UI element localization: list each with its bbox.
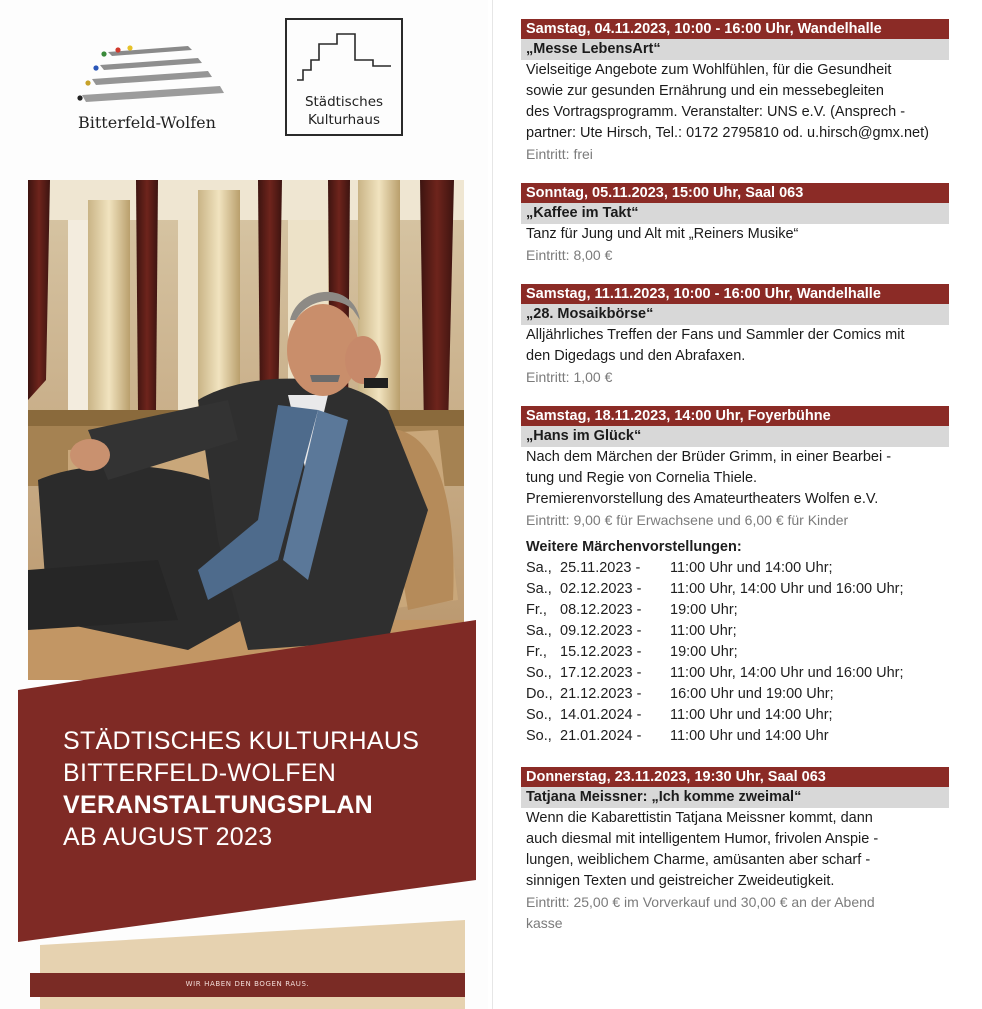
event-header: Samstag, 04.11.2023, 10:00 - 16:00 Uhr, Wandelhalle <box>521 19 949 39</box>
show-time: 11:00 Uhr, 14:00 Uhr und 16:00 Uhr; <box>670 665 904 681</box>
show-date: 21.12.2023 - <box>560 686 642 702</box>
show-time: 11:00 Uhr und 14:00 Uhr; <box>670 560 833 576</box>
show-time: 19:00 Uhr; <box>670 644 738 660</box>
show-date: 08.12.2023 - <box>560 602 642 618</box>
event-description <box>521 60 949 144</box>
event-title: „Hans im Glück“ <box>521 426 949 447</box>
show-date: 21.01.2024 - <box>560 728 642 744</box>
event-item <box>521 183 949 266</box>
description-line: Premierenvorstellung des Amateurtheaters Wolfen e.V. <box>526 491 879 507</box>
show-day: So., <box>526 728 552 744</box>
cover-line-1: STÄDTISCHES KULTURHAUS <box>63 727 420 755</box>
event-title: Tatjana Meissner: „Ich komme zweimal“ <box>521 787 949 808</box>
show-row <box>526 642 949 663</box>
show-day: So., <box>526 707 552 723</box>
event-description <box>521 325 949 367</box>
event-description <box>521 224 949 245</box>
event-item <box>521 767 949 934</box>
show-row <box>526 558 949 579</box>
description-line: sinnigen Texten und geistreicher Zweideutigkeit. <box>526 873 835 889</box>
event-header: Donnerstag, 23.11.2023, 19:30 Uhr, Saal 063 <box>521 767 949 787</box>
show-time: 16:00 Uhr und 19:00 Uhr; <box>670 686 834 702</box>
show-row <box>526 621 949 642</box>
cover-line-4: AB AUGUST 2023 <box>63 823 273 851</box>
event-title: „28. Mosaikbörse“ <box>521 304 949 325</box>
event-item <box>521 406 949 531</box>
show-time: 11:00 Uhr; <box>670 623 737 639</box>
show-day: So., <box>526 665 552 681</box>
event-entry: Eintritt: 8,00 € <box>526 247 613 263</box>
show-day: Sa., <box>526 623 552 639</box>
page-fold <box>492 0 493 1009</box>
event-header: Sonntag, 05.11.2023, 15:00 Uhr, Saal 063 <box>521 183 949 203</box>
event-description <box>521 447 949 510</box>
event-item <box>521 19 949 165</box>
description-line: Wenn die Kabarettistin Tatjana Meissner kommt, dann <box>526 810 873 826</box>
description-line: sowie zur gesunden Ernährung und ein messebegleiten <box>526 83 884 99</box>
event-item <box>521 284 949 388</box>
description-line: Tanz für Jung und Alt mit „Reiners Musike“ <box>526 226 799 242</box>
more-shows <box>521 537 949 747</box>
event-entry: kasse <box>526 915 563 931</box>
event-header: Samstag, 18.11.2023, 14:00 Uhr, Foyerbühne <box>521 406 949 426</box>
kulturhaus-line2: Kulturhaus <box>307 112 381 128</box>
description-line: tung und Regie von Cornelia Thiele. <box>526 470 758 486</box>
show-day: Do., <box>526 686 553 702</box>
show-date: 15.12.2023 - <box>560 644 642 660</box>
event-entry: Eintritt: 25,00 € im Vorverkauf und 30,00 € an der Abend <box>526 894 875 910</box>
cover-line-2: BITTERFELD-WOLFEN <box>63 759 337 787</box>
show-time: 11:00 Uhr, 14:00 Uhr und 16:00 Uhr; <box>670 581 904 597</box>
show-row <box>526 726 949 747</box>
show-row <box>526 663 949 684</box>
event-description <box>521 808 949 892</box>
cover-title <box>63 725 463 853</box>
tagline-bar <box>30 973 465 997</box>
show-row <box>526 684 949 705</box>
event-title: „Messe LebensArt“ <box>521 39 949 60</box>
show-time: 11:00 Uhr und 14:00 Uhr; <box>670 707 833 723</box>
show-date: 17.12.2023 - <box>560 665 642 681</box>
tagline: WIR HABEN DEN BOGEN RAUS. <box>185 980 310 988</box>
kulturhaus-line1: Städtisches <box>304 94 384 110</box>
description-line: Vielseitige Angebote zum Wohlfühlen, für die Gesundheit <box>526 62 892 78</box>
show-time: 19:00 Uhr; <box>670 602 738 618</box>
cover-line-3: VERANSTALTUNGSPLAN <box>63 791 374 819</box>
show-date: 09.12.2023 - <box>560 623 642 639</box>
cover-banner <box>0 0 488 1009</box>
city-name: Bitterfeld-Wolfen <box>78 113 216 132</box>
description-line: des Vortragsprogramm. Veranstalter: UNS e.V. (Ansprech - <box>526 104 906 120</box>
show-day: Sa., <box>526 560 552 576</box>
show-date: 14.01.2024 - <box>560 707 642 723</box>
event-entry: Eintritt: 1,00 € <box>526 369 613 385</box>
show-date: 02.12.2023 - <box>560 581 642 597</box>
description-line: lungen, weiblichem Charme, amüsanten aber scharf - <box>526 852 871 868</box>
description-line: partner: Ute Hirsch, Tel.: 0172 2795810 od. u.hirsch@gmx.net) <box>526 125 929 141</box>
event-list <box>521 19 949 952</box>
more-shows-title: Weitere Märchenvorstellungen: <box>526 539 742 555</box>
show-time: 11:00 Uhr und 14:00 Uhr <box>670 728 829 744</box>
event-entry: Eintritt: frei <box>526 146 593 162</box>
show-date: 25.11.2023 - <box>560 560 641 576</box>
show-day: Fr., <box>526 644 547 660</box>
show-day: Sa., <box>526 581 552 597</box>
cover-panel <box>0 0 488 1009</box>
show-row <box>526 600 949 621</box>
description-line: Alljährliches Treffen der Fans und Sammler der Comics mit <box>526 327 905 343</box>
show-day: Fr., <box>526 602 547 618</box>
event-entry: Eintritt: 9,00 € für Erwachsene und 6,00 € für Kinder <box>526 512 849 528</box>
show-row <box>526 579 949 600</box>
event-header: Samstag, 11.11.2023, 10:00 - 16:00 Uhr, Wandelhalle <box>521 284 949 304</box>
show-row <box>526 705 949 726</box>
event-title: „Kaffee im Takt“ <box>521 203 949 224</box>
description-line: auch diesmal mit intelligentem Humor, frivolen Anspie - <box>526 831 879 847</box>
description-line: den Digedags und den Abrafaxen. <box>526 348 746 364</box>
description-line: Nach dem Märchen der Brüder Grimm, in einer Bearbei - <box>526 449 892 465</box>
